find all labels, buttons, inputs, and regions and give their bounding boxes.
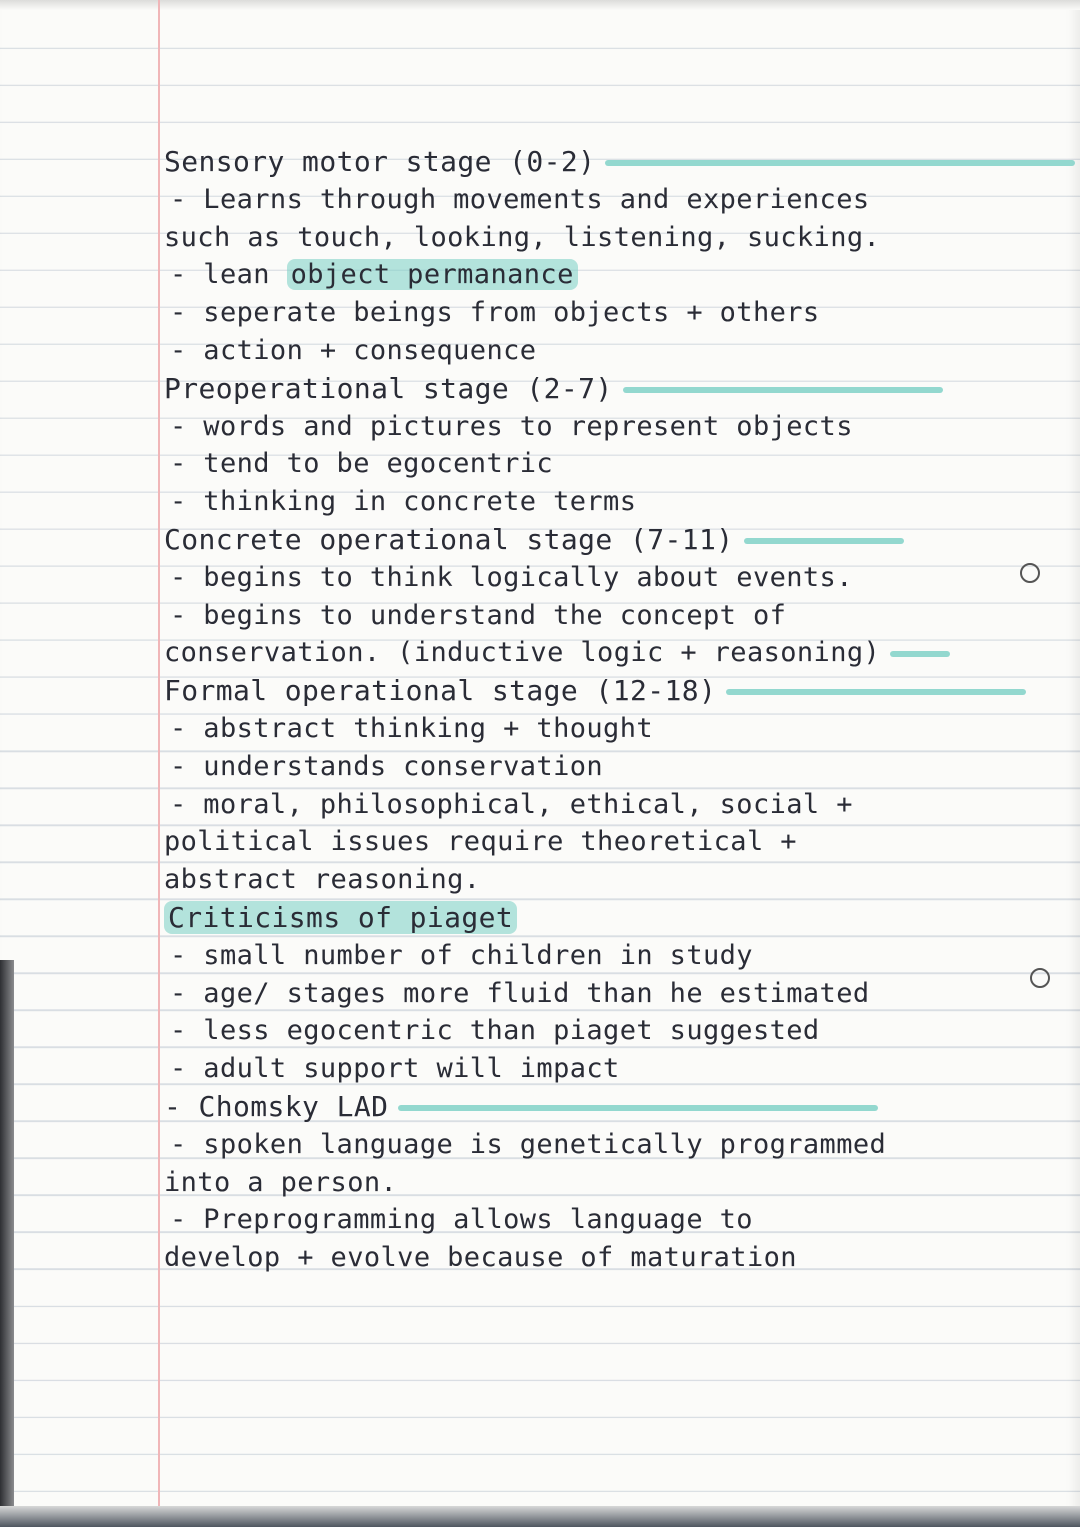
note-line: - small number of children in study: [170, 939, 753, 971]
highlighter-stroke: [605, 160, 1075, 166]
note-line: - words and pictures to represent objects: [170, 410, 853, 442]
note-line-object-permanance: - lean object permanance: [164, 256, 1064, 294]
note-line: such as touch, looking, listening, sucking.: [164, 221, 881, 253]
highlighter-stroke: [398, 1105, 878, 1111]
note-line: - seperate beings from objects + others: [170, 297, 820, 329]
note-line: abstract reasoning.: [164, 864, 481, 896]
margin-line: [158, 0, 160, 1527]
note-line: - thinking in concrete terms: [170, 486, 637, 518]
note-line: - understands conservation: [170, 750, 604, 782]
note-line: - age/ stages more fluid than he estimated: [170, 977, 870, 1009]
binding-edge: [0, 960, 14, 1527]
note-line: - spoken language is genetically programmed: [170, 1128, 887, 1160]
highlighted-heading: Criticisms of piaget: [164, 901, 517, 934]
page-top-edge: [0, 0, 1080, 10]
note-text: Formal operational stage (12-18): [164, 674, 717, 708]
note-line: - less egocentric than piaget suggested: [170, 1015, 820, 1047]
highlighter-stroke: [726, 689, 1026, 695]
highlighter-stroke: [623, 387, 943, 393]
note-line: - begins to think logically about events.: [170, 561, 853, 593]
note-line: - begins to understand the concept of: [170, 599, 787, 631]
heading-sensory-motor: [164, 143, 1064, 181]
note-line: - adult support will impact: [170, 1053, 620, 1085]
note-line: into a person.: [164, 1166, 398, 1198]
heading-formal-operational: [164, 672, 1064, 710]
highlighted-term: object permanance: [287, 259, 578, 290]
handwritten-notes: [164, 143, 1064, 1277]
note-line: - Preprogramming allows language to: [170, 1204, 753, 1236]
note-line: - tend to be egocentric: [170, 448, 554, 480]
heading-chomsky: [164, 1088, 1064, 1126]
note-text: Preoperational stage (2-7): [164, 371, 613, 405]
note-text: - Chomsky LAD: [164, 1089, 389, 1123]
note-line: - moral, philosophical, ethical, social +: [170, 788, 853, 820]
heading-concrete-operational: [164, 521, 1064, 559]
heading-criticisms: [164, 899, 1064, 937]
highlighter-stroke: [744, 538, 904, 544]
page-bottom-edge: [0, 1506, 1080, 1527]
heading-preoperational: [164, 370, 1064, 408]
note-text: Concrete operational stage (7-11): [164, 522, 734, 556]
note-line: - Learns through movements and experiences: [170, 183, 870, 215]
note-line: political issues require theoretical +: [164, 826, 797, 858]
note-line: - abstract thinking + thought: [170, 712, 654, 744]
note-text: Sensory motor stage (0-2): [164, 145, 596, 178]
note-line: - action + consequence: [170, 334, 537, 366]
highlighter-stroke: [890, 651, 950, 657]
note-line: develop + evolve because of maturation: [164, 1242, 797, 1274]
note-text: conservation. (inductive logic + reasoning): [164, 637, 881, 669]
note-line: [164, 634, 1064, 672]
